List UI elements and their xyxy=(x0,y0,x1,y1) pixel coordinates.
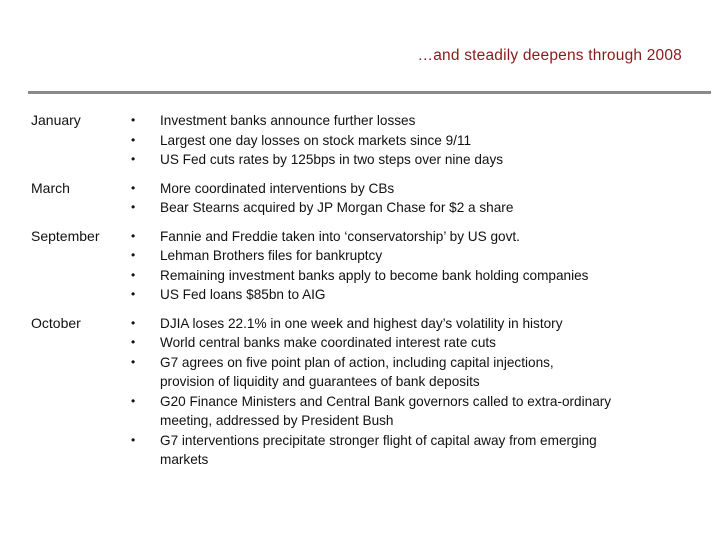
bullet-icon: • xyxy=(131,228,136,243)
bullet-icon: • xyxy=(131,180,136,195)
event-text: Fannie and Freddie taken into ‘conservatorship’ by US govt. xyxy=(160,228,520,244)
event-text: G20 Finance Ministers and Central Bank governors called to extra-ordinary xyxy=(160,393,612,409)
slide-title: …and steadily deepens through 2008 xyxy=(417,47,682,64)
bullet-icon: • xyxy=(131,132,136,147)
event-text: US Fed loans $85bn to AIG xyxy=(160,287,326,302)
bullet-icon: • xyxy=(131,287,136,301)
timeline-period xyxy=(0,227,720,305)
period-label: October xyxy=(31,314,81,331)
event-text: DJIA loses 22.1% in one week and highest day’s volatility in history xyxy=(160,315,563,331)
event-text: US Fed cuts rates by 125bps in two steps over nine days xyxy=(160,152,504,167)
event-list xyxy=(0,179,720,218)
event-text: Largest one day losses on stock markets since 9/11 xyxy=(160,132,472,148)
event-item xyxy=(0,392,720,431)
period-label: March xyxy=(31,179,70,196)
event-text: More coordinated interventions by CBs xyxy=(160,180,395,196)
event-item xyxy=(0,111,720,131)
event-text: Remaining investment banks apply to become bank holding companies xyxy=(160,267,589,283)
timeline-period xyxy=(0,314,720,470)
bullet-icon: • xyxy=(131,335,136,349)
event-text: markets xyxy=(160,452,209,467)
event-item xyxy=(0,179,720,199)
event-text: Investment banks announce further losses xyxy=(160,113,416,128)
bullet-icon: • xyxy=(131,113,136,127)
event-item xyxy=(0,227,720,247)
bullet-icon: • xyxy=(131,432,136,447)
event-list xyxy=(0,111,720,170)
event-item xyxy=(0,431,720,470)
bullet-icon: • xyxy=(131,267,136,282)
bullet-icon: • xyxy=(131,152,136,166)
event-text: meeting, addressed by President Bush xyxy=(160,413,394,428)
timeline-period xyxy=(0,179,720,218)
event-text: Lehman Brothers files for bankruptcy xyxy=(160,248,383,263)
bullet-icon: • xyxy=(131,248,136,262)
bullet-icon: • xyxy=(131,393,136,408)
event-text: Bear Stearns acquired by JP Morgan Chase for $2 a share xyxy=(160,200,514,215)
period-label: September xyxy=(31,227,100,244)
event-item xyxy=(0,198,720,218)
bullet-icon: • xyxy=(131,315,136,330)
event-item xyxy=(0,131,720,151)
event-text: G7 agrees on five point plan of action, including capital injections, xyxy=(160,354,554,370)
bullet-icon: • xyxy=(131,354,136,369)
timeline-period xyxy=(0,111,720,170)
event-text: G7 interventions precipitate stronger flight of capital away from emerging xyxy=(160,432,597,448)
timeline xyxy=(0,111,720,479)
event-item xyxy=(0,333,720,353)
event-item xyxy=(0,353,720,392)
event-list xyxy=(0,314,720,470)
event-item xyxy=(0,266,720,286)
event-text: World central banks make coordinated interest rate cuts xyxy=(160,335,496,350)
title-divider xyxy=(28,91,711,94)
event-item xyxy=(0,150,720,170)
event-text: provision of liquidity and guarantees of bank deposits xyxy=(160,374,480,389)
bullet-icon: • xyxy=(131,200,136,214)
period-label: January xyxy=(31,112,81,128)
event-item xyxy=(0,246,720,266)
event-item xyxy=(0,285,720,305)
event-list xyxy=(0,227,720,305)
event-item xyxy=(0,314,720,334)
